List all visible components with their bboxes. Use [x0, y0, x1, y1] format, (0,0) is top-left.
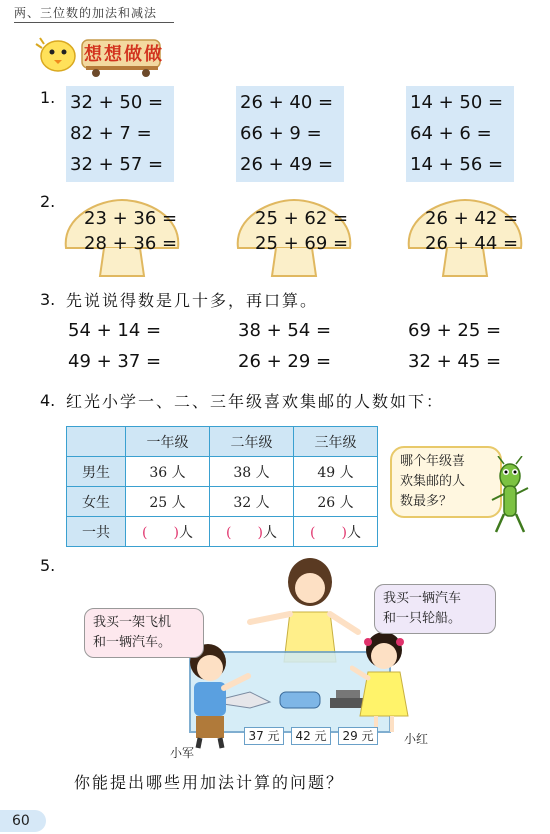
table-row-header: 女生 [67, 487, 126, 517]
table-cell: 49 人 [294, 457, 378, 487]
q5-question: 你能提出哪些用加法计算的问题？ [74, 773, 345, 792]
table-header-cell: 一年级 [126, 427, 210, 457]
stamp-club-table [66, 426, 378, 547]
speech-line: 我买一辆汽车 [383, 591, 462, 606]
close-paren: ) [341, 524, 347, 541]
q4-text: 红光小学一、二、三年级喜欢集邮的人数如下： [66, 392, 445, 411]
table-cell: 25 人 [126, 487, 210, 517]
equation: 66 + 9 = [240, 123, 322, 144]
q5-number: 5. [40, 556, 56, 575]
equation: 14 + 50 = [410, 92, 504, 113]
bubble-line: 数最多？ [400, 494, 453, 509]
table-header-cell: 三年级 [294, 427, 378, 457]
equation: 26 + 40 = [240, 92, 334, 113]
q1-box-1 [66, 86, 174, 182]
table-row-header: 一共 [67, 517, 126, 547]
girl-speech-bubble [374, 584, 496, 634]
table-cell: 36 人 [126, 457, 210, 487]
table-row-header: 男生 [67, 457, 126, 487]
bubble-line: 欢集邮的人 [400, 474, 466, 489]
equation: 26 + 29 = [238, 351, 332, 372]
unit-label: 人 [178, 524, 193, 541]
q1-box-3 [406, 86, 514, 182]
equation: 26 + 49 = [240, 154, 334, 175]
equation: 28 + 36 = [84, 233, 178, 254]
q3-number: 3. [40, 290, 56, 309]
answer-blank-cell[interactable] [210, 517, 294, 547]
equation: 38 + 54 = [238, 320, 332, 341]
price-tag: 37 元 [244, 727, 284, 745]
equation: 82 + 7 = [70, 123, 152, 144]
q2-number: 2. [40, 192, 56, 211]
equation: 32 + 50 = [70, 92, 164, 113]
price-tag: 42 元 [291, 727, 331, 745]
answer-blank-cell[interactable] [126, 517, 210, 547]
equation: 49 + 37 = [68, 351, 162, 372]
equation: 25 + 62 = [255, 208, 349, 229]
equation: 25 + 69 = [255, 233, 349, 254]
equation: 26 + 42 = [425, 208, 519, 229]
speech-line: 和一辆汽车。 [93, 635, 172, 650]
page-number: 60 [12, 813, 30, 829]
equation: 64 + 6 = [410, 123, 492, 144]
q3-text: 先说说得数是几十多，再口算。 [66, 291, 319, 310]
open-paren: ( [310, 524, 316, 541]
bubble-line: 哪个年级喜 [400, 454, 466, 469]
answer-blank-cell[interactable] [294, 517, 378, 547]
equation: 23 + 36 = [84, 208, 178, 229]
table-header-cell: 二年级 [210, 427, 294, 457]
boy-name-label: 小军 [170, 746, 195, 760]
chapter-header: 两、三位数的加法和减法 [14, 6, 158, 20]
table-cell: 32 人 [210, 487, 294, 517]
equation: 32 + 57 = [70, 154, 164, 175]
table-header-cell [67, 427, 126, 457]
table-cell: 26 人 [294, 487, 378, 517]
header-divider [14, 22, 174, 23]
equation: 69 + 25 = [408, 320, 502, 341]
equation: 14 + 56 = [410, 154, 504, 175]
q1-number: 1. [40, 88, 56, 107]
q1-box-2 [236, 86, 344, 182]
table-cell: 38 人 [210, 457, 294, 487]
girl-name-label: 小红 [404, 732, 429, 746]
close-paren: ) [257, 524, 263, 541]
price-tag: 29 元 [338, 727, 378, 745]
open-paren: ( [226, 524, 232, 541]
unit-label: 人 [346, 524, 361, 541]
q4-number: 4. [40, 391, 56, 410]
page-number-tab [0, 810, 46, 832]
boy-speech-bubble [84, 608, 204, 658]
section-title: 想想做做 [84, 44, 164, 65]
speech-line: 和一只轮船。 [383, 611, 462, 626]
speech-line: 我买一架飞机 [93, 615, 172, 630]
equation: 26 + 44 = [425, 233, 519, 254]
grasshopper-icon [486, 456, 536, 536]
girl-figure [350, 628, 420, 738]
open-paren: ( [142, 524, 148, 541]
equation: 54 + 14 = [68, 320, 162, 341]
close-paren: ) [173, 524, 179, 541]
unit-label: 人 [262, 524, 277, 541]
equation: 32 + 45 = [408, 351, 502, 372]
